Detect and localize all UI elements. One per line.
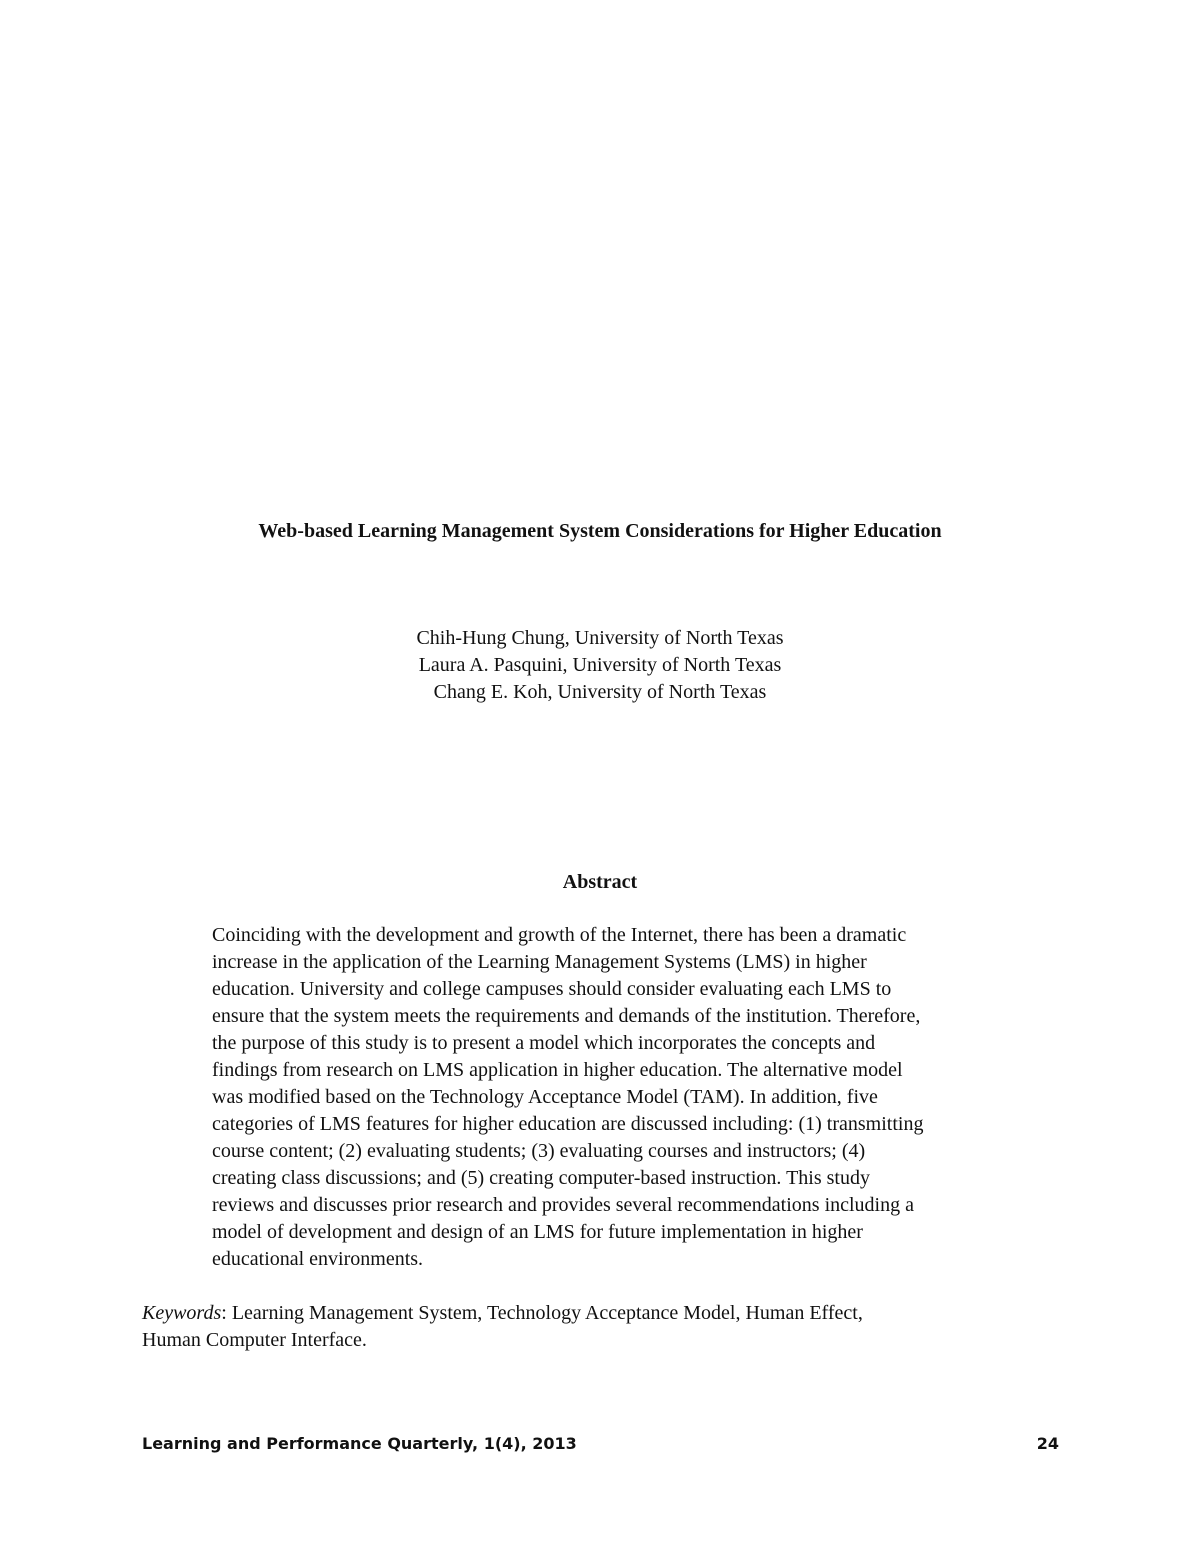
abstract-line: educational environments. xyxy=(212,1248,424,1270)
journal-citation: Learning and Performance Quarterly, 1(4), 2013 xyxy=(142,1434,577,1453)
author-line: Laura A. Pasquini, University of North Texas xyxy=(418,654,782,676)
abstract-line: education. University and college campuses should consider evaluating each LMS to xyxy=(212,978,892,1000)
author-line: Chih-Hung Chung, University of North Texas xyxy=(416,627,784,649)
keywords xyxy=(142,1300,1062,1354)
author-list xyxy=(0,625,1200,706)
abstract-line: ensure that the system meets the requirements and demands of the institution. Therefore, xyxy=(212,1005,921,1027)
abstract-line: Coinciding with the development and growth of the Internet, there has been a dramatic xyxy=(212,924,907,946)
author-line: Chang E. Koh, University of North Texas xyxy=(433,681,767,703)
page-number: 24 xyxy=(1036,1434,1059,1453)
abstract-line: model of development and design of an LMS for future implementation in higher xyxy=(212,1221,863,1243)
keywords-list: : Learning Management System, Technology Acceptance Model, Human Effect, xyxy=(221,1302,863,1324)
paper-title: Web-based Learning Management System Considerations for Higher Education xyxy=(258,520,942,542)
abstract-text xyxy=(212,922,1062,1273)
abstract-line: increase in the application of the Learning Management Systems (LMS) in higher xyxy=(212,951,867,973)
keywords-label: Keywords xyxy=(142,1302,222,1324)
keywords-line xyxy=(142,1300,1062,1327)
abstract-line: categories of LMS features for higher education are discussed including: (1) transmitting xyxy=(212,1113,924,1135)
abstract-line: was modified based on the Technology Acceptance Model (TAM). In addition, five xyxy=(212,1086,878,1108)
keywords-line: Human Computer Interface. xyxy=(142,1329,367,1351)
abstract-line: reviews and discusses prior research and provides several recommendations including a xyxy=(212,1194,914,1216)
abstract-line: the purpose of this study is to present a model which incorporates the concepts and xyxy=(212,1032,876,1054)
abstract-line: course content; (2) evaluating students; (3) evaluating courses and instructors; (4) xyxy=(212,1140,866,1162)
abstract-line: findings from research on LMS application in higher education. The alternative model xyxy=(212,1059,903,1081)
abstract-line: creating class discussions; and (5) creating computer-based instruction. This study xyxy=(212,1167,870,1189)
abstract-heading: Abstract xyxy=(562,871,638,893)
